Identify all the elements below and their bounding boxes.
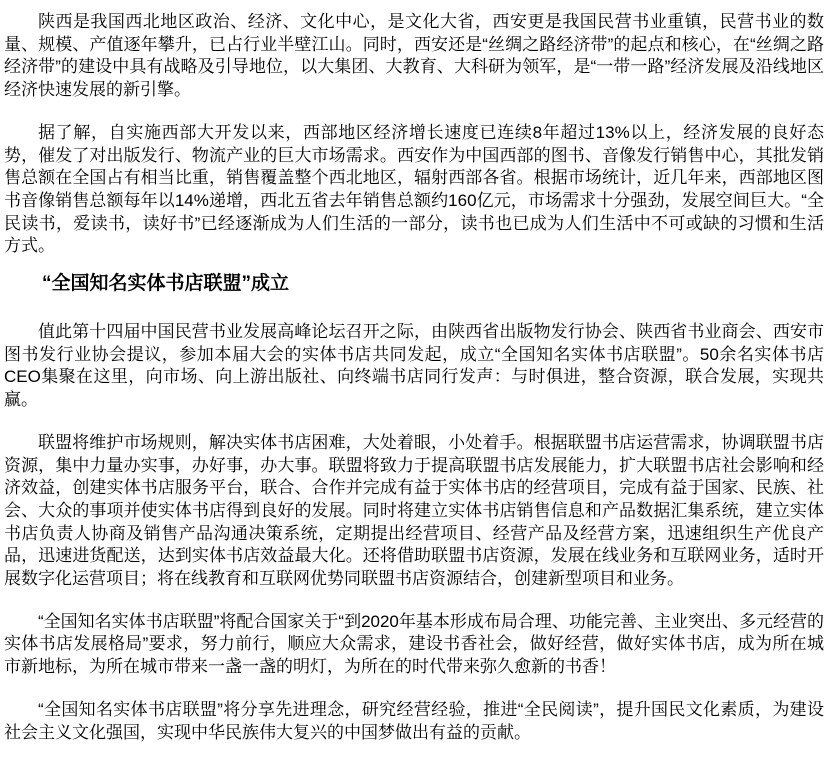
body-paragraph-4: “全国知名实体书店联盟”将分享先进理念，研究经营经验，推进“全民阅读”，提升国民文化素质，为建设社会主义文化强国，实现中华民族伟大复兴的中国梦做出有益的贡献。 bbox=[4, 699, 824, 742]
body-paragraph-1: 值此第十四届中国民营书业发展高峰论坛召开之际，由陕西省出版物发行协会、陕西省书业商会、西安市图书发行业协会提议，参加本届大会的实体书店共同发起，成立“全国知名实体书店联盟”。50余名实体书店CEO集聚在这里，向市场、向上游出版社、向终端书店同行发声：与时俱进，整合资源，联合发展，实现共赢。 bbox=[4, 322, 824, 410]
intro-paragraph-2: 据了解，自实施西部大开发以来，西部地区经济增长速度已连续8年超过13%以上，经济发展的良好态势，催发了对出版发行、物流产业的巨大市场需求。西安作为中国西部的图书、音像发行销售中心，其批发销售总额在全国占有相当比重，销售覆盖整个西北地区，辐射西部各省。根据市场统计，近几年来，西部地区图书音像销售总额每年以14%递增，西北五省去年销售总额约160亿元，市场需求十分强劲，发展空间巨大。“全民读书，爱读书，读好书”已经逐渐成为人们生活的一部分，读书也已成为人们生活中不可或缺的习惯和生活方式。 bbox=[4, 122, 824, 256]
body-paragraph-2: 联盟将维护市场规则，解决实体书店困难，大处着眼，小处着手。根据联盟书店运营需求，协调联盟书店资源，集中力量办实事，办好事，办大事。联盟将致力于提高联盟书店发展能力，扩大联盟书店社会影响和经济效益，创建实体书店服务平台，联合、合作并完成有益于实体书店的经营项目，完成有益于国家、民族、社会、大众的事项并使实体书店得到良好的发展。同时将建立实体书店销售信息和产品数据汇集系统，建立实体书店负责人协商及销售产品沟通决策系统，定期提出经营项目、经营产品及经营方案，迅速组织生产优良产品，迅速进货配送，达到实体书店效益最大化。还将借助联盟书店资源，发展在线业务和互联网业务，适时开展数字化运营项目；将在线教育和互联网优势同联盟书店资源结合，创建新型项目和业务。 bbox=[4, 432, 824, 589]
body-paragraph-3: “全国知名实体书店联盟”将配合国家关于“到2020年基本形成布局合理、功能完善、主业突出、多元经营的实体书店发展格局”要求，努力前行，顺应大众需求，建设书香社会，做好经营，做好实体书店，成为所在城市新地标，为所在城市带来一盏一盏的明灯，为所在的时代带来弥久愈新的书香！ bbox=[4, 611, 824, 677]
intro-paragraph-1: 陕西是我国西北地区政治、经济、文化中心，是文化大省，西安更是我国民营书业重镇，民营书业的数量、规模、产值逐年攀升，已占行业半壁江山。同时，西安还是“丝绸之路经济带”的起点和核心，在“丝绸之路经济带”的建设中具有战略及引导地位，以大集团、大教育、大科研为领军，是“一带一路”经济发展及沿线地区经济快速发展的新引擎。 bbox=[4, 12, 824, 100]
section-heading: “全国知名实体书店联盟”成立 bbox=[42, 273, 290, 295]
